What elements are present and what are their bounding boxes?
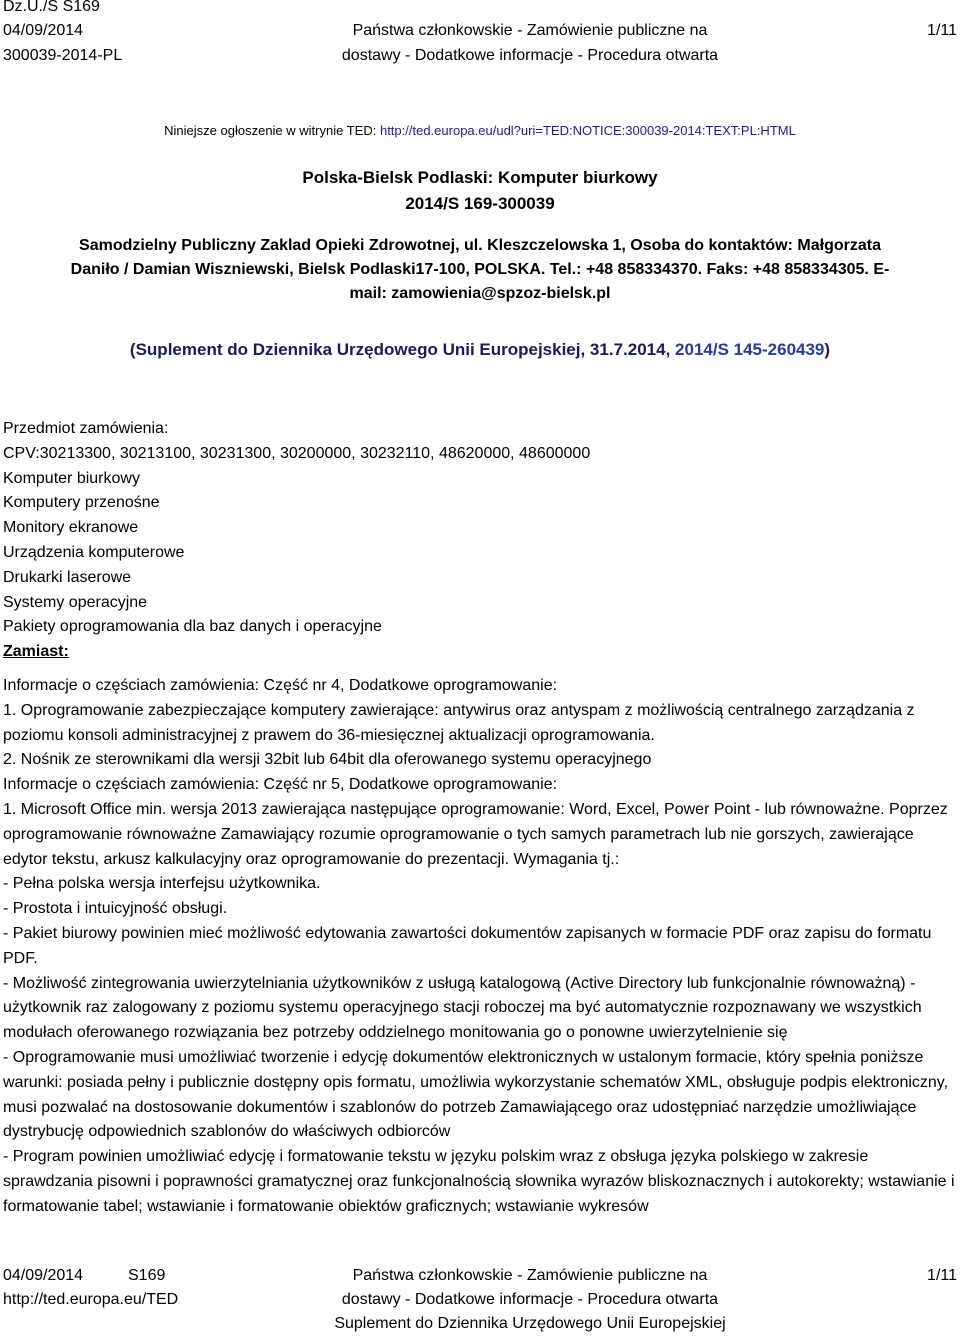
body-paragraph: - Pełna polska wersja interfejsu użytkownika.	[3, 875, 321, 893]
cpv-line: Komputer biurkowy	[3, 469, 140, 487]
cpv-line: Monitory ekranowe	[3, 519, 139, 537]
footer-title-line2: dostawy - Dodatkowe informacje - Procedura otwarta	[341, 1291, 719, 1308]
ted-notice-prefix: Niniejsze ogłoszenie w witrynie TED:	[164, 123, 377, 138]
supplement-suffix: )	[824, 340, 831, 359]
body-paragraph: - Program powinien umożliwiać edycję i formatowanie tekstu w języku polskim wraz z obsługa języka polskiego w zakresie sprawdzania pisowni i poprawności gramatycznej oraz funkcjonalnością słownika wyrazów bliskoznacznych i autokorekty; wstawianie i formatowanie tabel; wstawianie i formatowanie obiektów graficznych; wstawianie wykresów	[3, 1148, 955, 1215]
footer-title-line1: Państwa członkowskie - Zamówienie publiczne na	[352, 1267, 708, 1284]
subject-label: Przedmiot zamówienia:	[3, 420, 169, 437]
ted-notice	[0, 123, 960, 138]
body-paragraph: - Prostota i intuicyjność obsługi.	[3, 900, 228, 918]
supplement-link[interactable]: 2014/S 145-260439	[675, 340, 825, 359]
footer-page-number: 1/11	[927, 1267, 957, 1284]
cpv-line: Urządzenia komputerowe	[3, 543, 185, 561]
ted-notice-link[interactable]: http://ted.europa.eu/udl?uri=TED:NOTICE:300039-2014:TEXT:PL:HTML	[379, 123, 796, 138]
contracting-authority: Samodzielny Publiczny Zaklad Opieki Zdrowotnej, ul. Kleszczelowska 1, Osoba do kontaktów: Małgorzata Daniło / Damian Wiszniewski, Bielsk Podlaski17-100, POLSKA. Tel.: +48 858334370. Faks: +48 858334305. E-mail: zamowienia@spzoz-bielsk.pl	[70, 237, 890, 302]
notice-number: 2014/S 169-300039	[405, 194, 555, 213]
body-paragraph: Informacje o częściach zamówienia: Część nr 5, Dodatkowe oprogramowanie:	[3, 776, 558, 794]
footer-title-line3: Suplement do Dziennika Urzędowego Unii Europejskiej	[334, 1315, 726, 1332]
header-title-line1: Państwa członkowskie - Zamówienie publiczne na	[352, 22, 708, 39]
header-page-number: 1/11	[927, 22, 957, 39]
notice-title: Polska-Bielsk Podlaski: Komputer biurkowy	[302, 168, 658, 187]
supplement-prefix: (Suplement do Dziennika Urzędowego Unii Europejskiej, 31.7.2014,	[129, 340, 671, 359]
body-paragraph: Informacje o częściach zamówienia: Część nr 4, Dodatkowe oprogramowanie:	[3, 676, 558, 694]
body-paragraph: 1. Microsoft Office min. wersja 2013 zawierająca następujące oprogramowanie: Word, Excel, Power Point - lub równoważne. Poprzez oprogramowanie równoważne Zamawiający rozumie oprogramowanie o tych samych parametrach lub nie gorszych, zawierające edytor tekstu, arkusz kalkulacyjny oraz oprogramowanie do prezentacji. Wymagania tj.:	[3, 800, 948, 868]
document-body	[3, 417, 958, 1220]
body-paragraph: - Pakiet biurowy powinien mieć możliwość edytowania zawartości dokumentów zapisanych w formacie PDF oraz zapisu do formatu PDF.	[3, 924, 932, 967]
body-paragraph: - Możliwość zintegrowania uwierzytelniania użytkowników z usługą katalogową (Active Directory lub funkcjonalnie równoważną) - użytkownik raz zalogowany z poziomu systemu operacyjnego stacji roboczej ma być automatycznie rozpoznawany we wszystkich modułach oferowanego rozwiązania bez potrzeby oddzielnego monitowania go o ponowne uwierzytelnienie się	[3, 974, 922, 1042]
header-doc-id: 300039-2014-PL	[3, 47, 123, 64]
footer-date: 04/09/2014	[3, 1267, 84, 1284]
cpv-line: Pakiety oprogramowania dla baz danych i operacyjne	[3, 618, 382, 636]
footer-series: S169	[128, 1267, 166, 1284]
footer-url[interactable]: http://ted.europa.eu/TED	[3, 1291, 179, 1308]
body-paragraph: 2. Nośnik ze sterownikami dla wersji 32bit lub 64bit dla oferowanego systemu operacyjnego	[3, 751, 652, 769]
cpv-line: Komputery przenośne	[3, 494, 160, 512]
header-date: 04/09/2014	[3, 22, 84, 39]
body-paragraph: - Oprogramowanie musi umożliwiać tworzenie i edycję dokumentów elektronicznych w ustalonym formacie, który spełnia poniższe warunki: posiada pełny i publicznie dostępny opis formatu, umożliwia wykorzystanie schematów XML, obsługuje podpis elektroniczny, musi pozwalać na dostosowanie dokumentów i szablonów do potrzeb Zamawiającego oraz udostępniać narzędzie umożliwiające dystrybucję odpowiednich szablonów do właściwych odbiorców	[3, 1048, 949, 1141]
header-journal: Dz.U./S S169	[3, 0, 100, 15]
cpv-line: CPV:30213300, 30213100, 30231300, 30200000, 30232110, 48620000, 48600000	[3, 444, 591, 462]
supplement-reference	[0, 340, 960, 360]
header-title-line2: dostawy - Dodatkowe informacje - Procedura otwarta	[341, 47, 719, 64]
cpv-line: Drukarki laserowe	[3, 568, 132, 586]
instead-label: Zamiast:	[3, 643, 69, 661]
body-paragraph: 1. Oprogramowanie zabezpieczające komputery zawierające: antywirus oraz antyspam z możliwością centralnego zarządzania z poziomu konsoli administracyjnej z prawem do 36-miesięcznej aktualizacji oprogramowania.	[3, 701, 915, 744]
cpv-line: Systemy operacyjne	[3, 593, 148, 611]
